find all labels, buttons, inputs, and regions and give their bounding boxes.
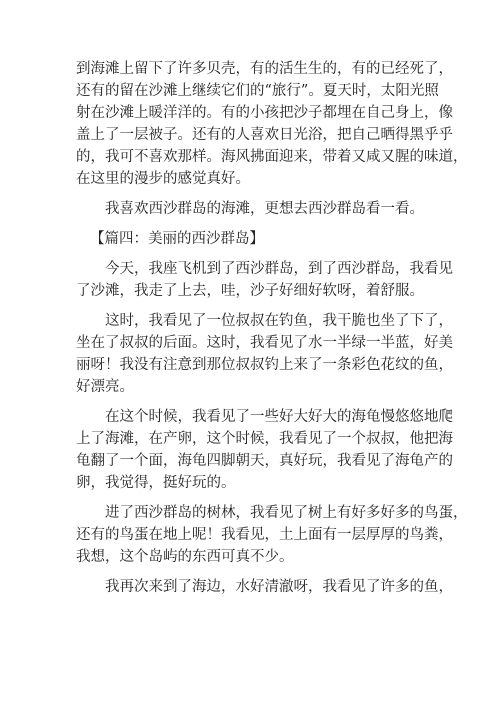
section-heading: 【篇四：美丽的西沙群岛】 bbox=[90, 231, 264, 247]
text-line: 进了西沙群岛的树林，我看见了树上有好多好多的鸟蛋， bbox=[105, 505, 468, 521]
text-line: 我喜欢西沙群岛的海滩，更想去西沙群岛看一看。 bbox=[105, 201, 424, 217]
text-line: 上了海滩，在产卵，这个时候，我看见了一个叔叔，他把海 bbox=[76, 431, 453, 447]
text-line: 射在沙滩上暖洋洋的。有的小孩把沙子都埋在自己身上，像 bbox=[76, 105, 453, 121]
text-line: 了沙滩，我走了上去，哇，沙子好细好软呀，着舒服。 bbox=[76, 283, 424, 299]
text-line: 到海滩上留下了许多贝壳，有的活生生的，有的已经死了， bbox=[76, 61, 453, 77]
paragraph-fishing bbox=[76, 310, 453, 398]
document-body bbox=[76, 58, 468, 606]
text-line: 丽呀！我没有注意到那位叔叔钓上来了一条彩色花纹的鱼， bbox=[76, 357, 453, 373]
text-line: 在这个时候，我看见了一些好大好大的海龟慢悠悠地爬 bbox=[105, 409, 453, 425]
text-line: 的，我可不喜欢那样。海风拂面迎来，带着又咸又腥的味道， bbox=[76, 149, 468, 165]
text-line: 还有的留在沙滩上继续它们的“旅行”。夏天时，太阳光照 bbox=[76, 83, 439, 99]
text-line: 我想，这个岛屿的东西可真不少。 bbox=[76, 549, 294, 565]
text-line: 今天，我座飞机到了西沙群岛，到了西沙群岛，我看见 bbox=[105, 261, 453, 277]
paragraph-beach-continued bbox=[76, 58, 468, 190]
text-line: 好漂亮。 bbox=[76, 379, 134, 395]
text-line: 盖上了一层被子。还有的人喜欢日光浴，把自己晒得黑乎乎 bbox=[76, 127, 453, 143]
text-line: 这时，我看见了一位叔叔在钓鱼，我干脆也坐了下了， bbox=[105, 313, 453, 329]
paragraph-closing bbox=[76, 198, 426, 220]
text-line: 还有的鸟蛋在地上呢！我看见，土上面有一层厚厚的鸟粪， bbox=[76, 527, 453, 543]
paragraph-seaside bbox=[76, 576, 453, 598]
text-line: 坐在了叔叔的后面。这时，我看见了水一半绿一半蓝，好美 bbox=[76, 335, 453, 351]
text-line: 我再次来到了海边，水好清澈呀，我看见了许多的鱼， bbox=[105, 579, 453, 595]
text-line: 卵，我觉得，挺好玩的。 bbox=[76, 475, 236, 491]
text-line: 龟翻了一个面，海龟四脚朝天，真好玩，我看见了海龟产的 bbox=[76, 453, 453, 469]
paragraph-arrival bbox=[76, 258, 453, 302]
paragraph-forest bbox=[76, 502, 468, 568]
text-line: 在这里的漫步的感觉真好。 bbox=[76, 171, 250, 187]
paragraph-turtles bbox=[76, 406, 453, 494]
